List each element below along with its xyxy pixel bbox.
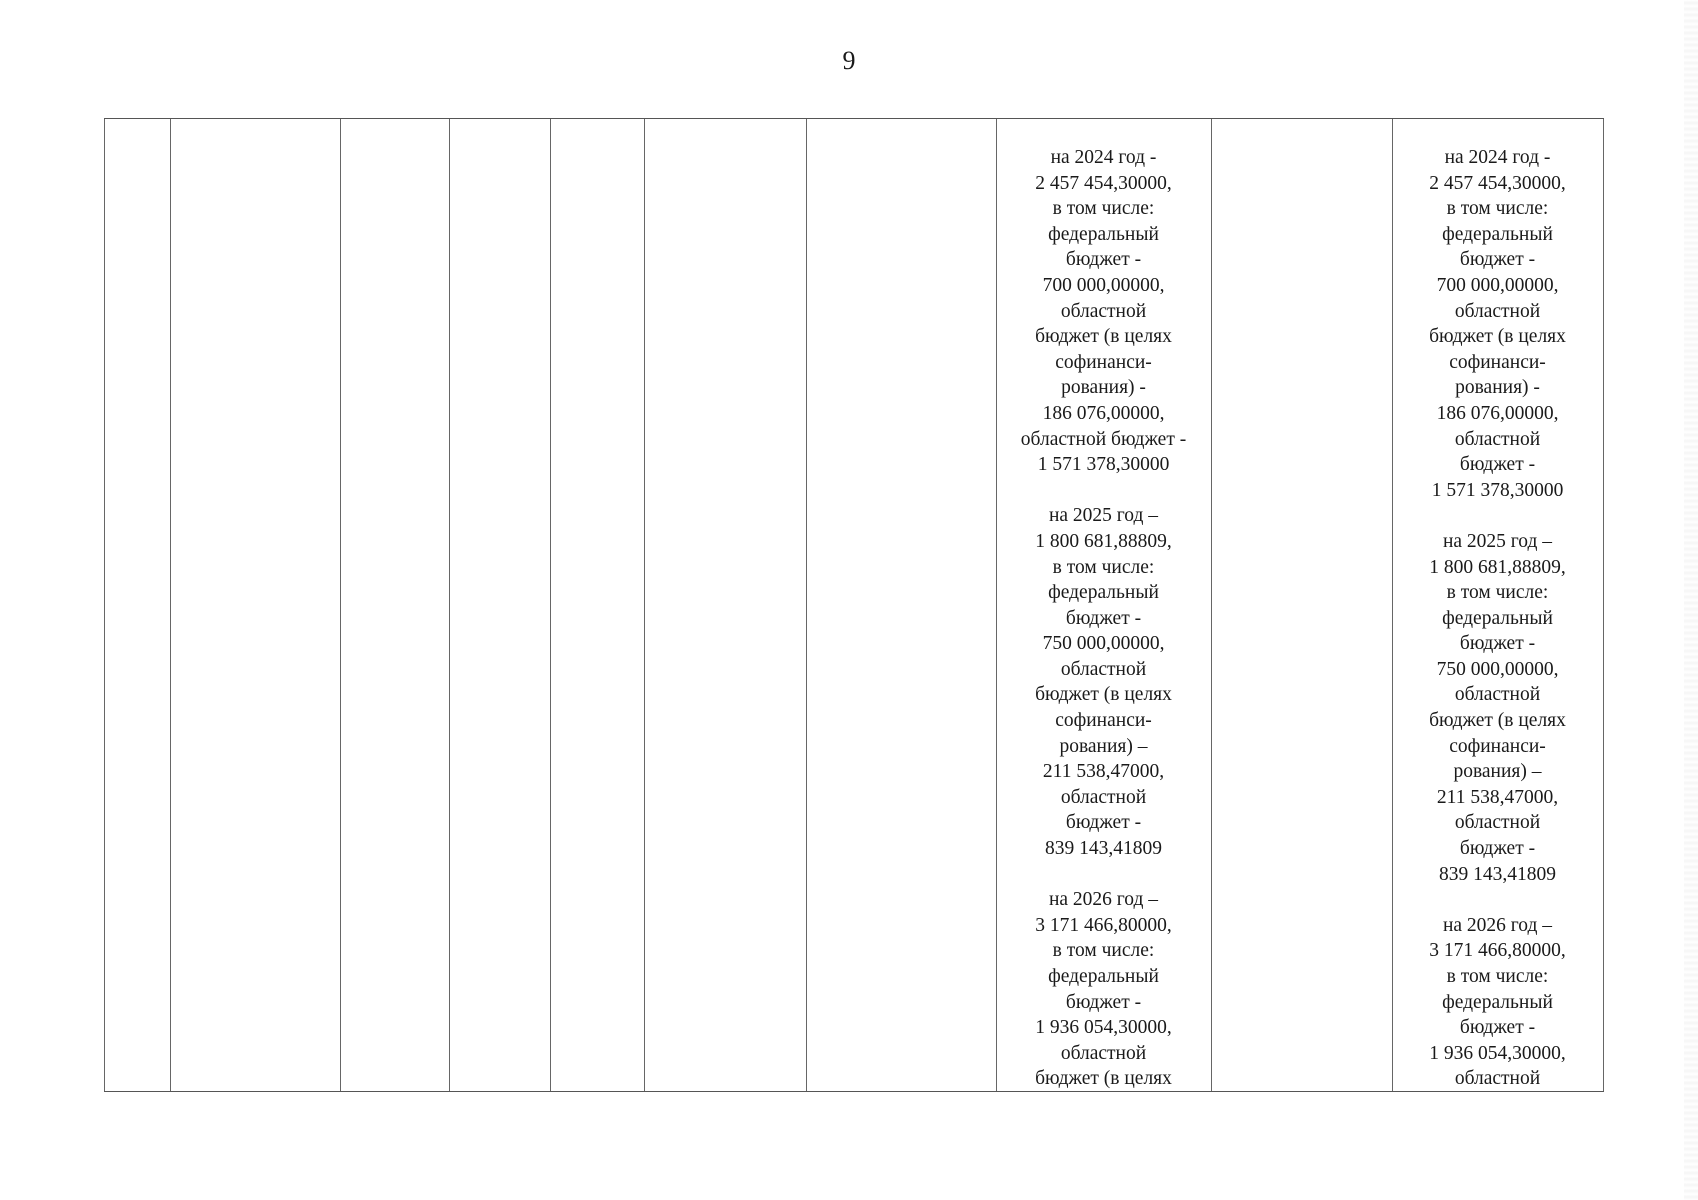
cell-line: на 2025 год – [1442,530,1553,552]
cell-line: бюджет - [1459,249,1536,271]
cell-line: рования) - [1455,377,1540,399]
cell-line: в том числе: [1446,966,1549,987]
column-divider [806,119,807,1091]
column-divider [449,119,450,1091]
cell-line: 839 143,41809 [1045,838,1162,860]
cell-line [996,862,1211,888]
column-divider [1211,119,1212,1091]
cell-line: бюджет - [1065,607,1142,629]
cell-line: софинанси- [1449,735,1546,757]
cell-line [1392,887,1603,913]
cell-line: софинанси- [1449,351,1546,373]
cell-line: федеральный [1048,966,1159,987]
cell-line: областной бюджет - [1020,428,1187,450]
cell-line: 186 076,00000, [1436,402,1559,424]
cell-line: бюджет - [1459,454,1536,476]
cell-line: на 2024 год - [1050,147,1157,168]
column-divider [170,119,171,1091]
cell-line: в том числе: [1446,198,1549,220]
cell-line: 186 076,00000, [1042,402,1165,424]
budget-table [104,118,1604,1092]
table-border-left [104,119,105,1091]
cell-line: бюджет - [1459,633,1536,655]
cell-line: 3 171 466,80000, [1429,940,1566,962]
cell-line: на 2024 год - [1444,147,1551,168]
cell-line: на 2026 год – [1048,889,1159,911]
cell-line: бюджет (в целях [1035,1068,1172,1090]
cell-line: областной [1060,658,1147,680]
cell-line: федеральный [1442,607,1553,629]
cell-line: 839 143,41809 [1439,863,1556,885]
cell-line: 1 571 378,30000 [1431,479,1564,501]
cell-line: 750 000,00000, [1042,633,1165,655]
cell-line: бюджет - [1065,991,1142,1013]
cell-line: 700 000,00000, [1042,274,1165,296]
cell-line [996,478,1211,504]
cell-line: бюджет - [1065,812,1142,834]
cell-line: бюджет (в целях [1035,326,1172,348]
cell-line: софинанси- [1055,710,1152,732]
column-divider [550,119,551,1091]
cell-line: областной [1060,786,1147,808]
cell-line: 2 457 454,30000, [1429,172,1566,194]
column-divider [644,119,645,1091]
cell-line: областной [1060,1042,1147,1064]
cell-line: софинанси- [1055,351,1152,373]
cell-line: областной [1454,428,1541,450]
cell-line: бюджет - [1459,838,1536,860]
cell-line: в том числе: [1052,940,1155,962]
cell-line: областной [1454,300,1541,322]
cell-line: 3 171 466,80000, [1035,914,1172,936]
scan-edge-artifact [1684,0,1698,1200]
cell-line: федеральный [1048,223,1159,245]
cell-line: 700 000,00000, [1436,274,1559,296]
cell-line: федеральный [1442,223,1553,245]
cell-line: 1 936 054,30000, [1429,1042,1566,1064]
cell-line: областной [1060,300,1147,322]
cell-line: 1 571 378,30000 [1037,454,1170,476]
cell-line: 750 000,00000, [1436,658,1559,680]
table-border-right [1603,119,1604,1091]
cell-line: бюджет (в целях [1429,326,1566,348]
cell-line: 1 800 681,88809, [1035,530,1172,552]
cell-line: бюджет (в целях [1035,684,1172,706]
page-number: 9 [842,46,856,75]
cell-line: бюджет - [1459,1017,1536,1039]
cell-line: рования) - [1061,377,1146,399]
cell-line: в том числе: [1052,198,1155,220]
cell-line [1392,503,1603,529]
cell-line: бюджет - [1065,249,1142,271]
cell-line: областной [1454,1068,1541,1090]
funding-cell-column-10 [1392,145,1603,1092]
cell-line: областной [1454,684,1541,706]
cell-line: на 2025 год – [1048,505,1159,527]
funding-cell-column-8 [996,145,1211,1092]
cell-line: 1 800 681,88809, [1429,556,1566,578]
cell-line: областной [1454,812,1541,834]
cell-line: 2 457 454,30000, [1035,172,1172,194]
cell-line: 1 936 054,30000, [1035,1017,1172,1039]
cell-line: рования) – [1453,761,1542,783]
cell-line: 211 538,47000, [1042,761,1165,783]
cell-line: федеральный [1048,582,1159,604]
cell-line: на 2026 год – [1442,914,1553,936]
cell-line: в том числе: [1052,556,1155,578]
cell-line: в том числе: [1446,582,1549,604]
column-divider [340,119,341,1091]
cell-line: федеральный [1442,991,1553,1013]
cell-line: 211 538,47000, [1436,786,1559,808]
cell-line: рования) – [1059,735,1148,757]
cell-line: бюджет (в целях [1429,710,1566,732]
